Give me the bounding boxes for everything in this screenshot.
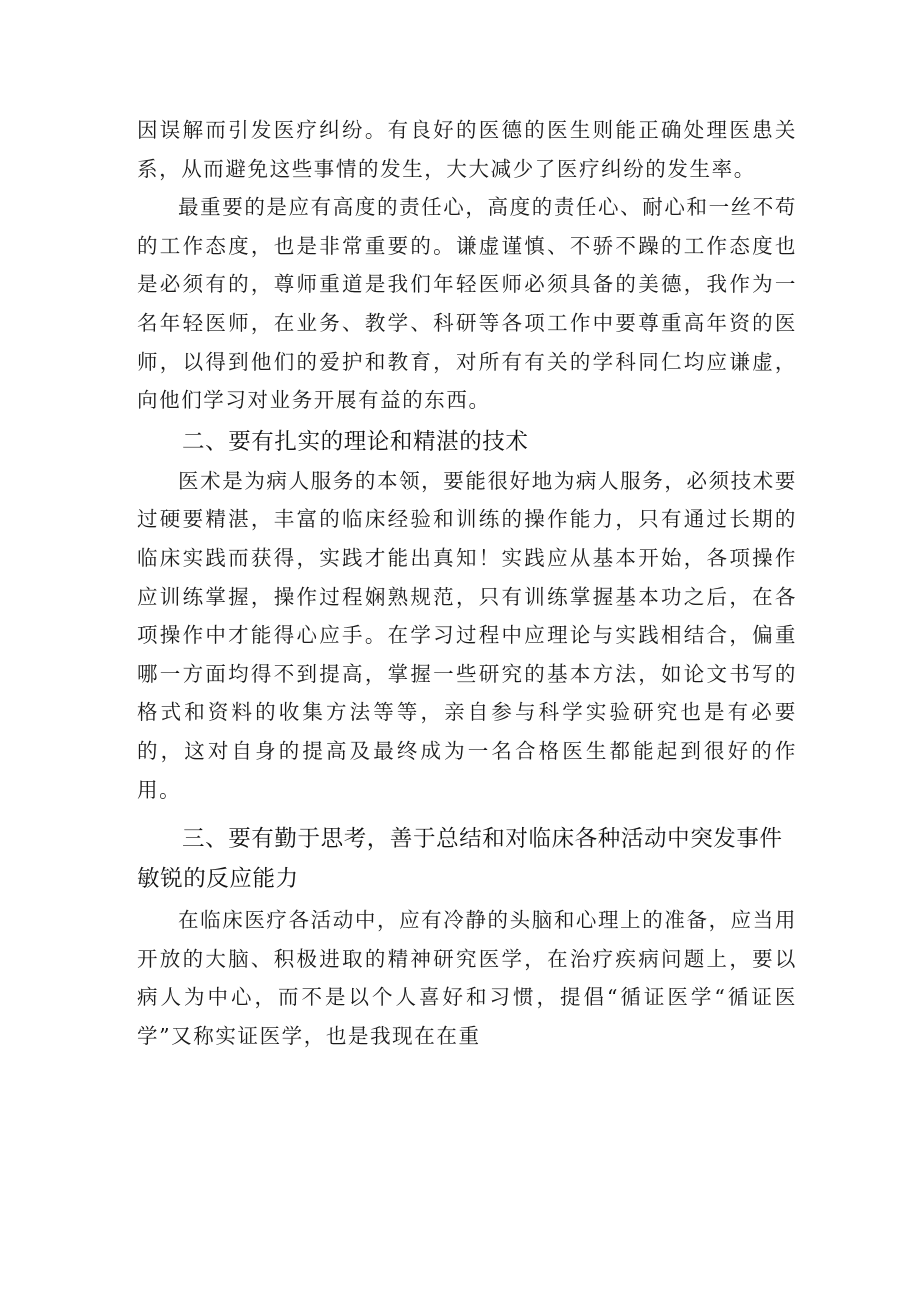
section-heading-2: 二、要有扎实的理论和精湛的技术 — [182, 428, 529, 455]
paragraph-continuation: 因误解而引发医疗纠纷。有良好的医德的医生则能正确处理医患关系，从而避免这些事情的发生，大大减少了医疗纠纷的发生率。 — [137, 118, 797, 181]
document-body — [137, 111, 797, 1055]
section-heading-3: 三、要有勤于思考，善于总结和对临床各种活动中突发事件敏锐的反应能力 — [137, 826, 783, 893]
paragraph-responsibility: 最重要的是应有高度的责任心，高度的责任心、耐心和一丝不苟的工作态度，也是非常重要的。谦虚谨慎、不骄不躁的工作态度也是必须有的，尊师重道是我们年轻医师必须具备的美德，我作为一名年轻医师，在业务、教学、科研等各项工作中要尊重高年资的医师，以得到他们的爱护和教育，对所有有关的学科同仁均应谦虚，向他们学习对业务开展有益的东西。 — [137, 195, 797, 413]
paragraph-medical-skill: 医术是为病人服务的本领，要能很好地为病人服务，必须技术要过硬要精湛，丰富的临床经验和训练的操作能力，只有通过长期的临床实践而获得，实践才能出真知！实践应从基本开始，各项操作应训练掌握，操作过程娴熟规范，只有训练掌握基本功之后，在各项操作中才能得心应手。在学习过程中应理论与实践相结合，偏重哪一方面均得不到提高，掌握一些研究的基本方法，如论文书写的格式和资料的收集方法等等，亲自参与科学实验研究也是有必要的，这对自身的提高及最终成为一名合格医生都能起到很好的作用。 — [137, 468, 797, 802]
paragraph-clinical-thinking: 在临床医疗各活动中，应有冷静的头脑和心理上的准备，应当用开放的大脑、积极进取的精神研究医学，在治疗疾病问题上，要以病人为中心，而不是以个人喜好和习惯，提倡“循证医学“循证医学”又称实证医学，也是我现在在重 — [137, 908, 797, 1048]
